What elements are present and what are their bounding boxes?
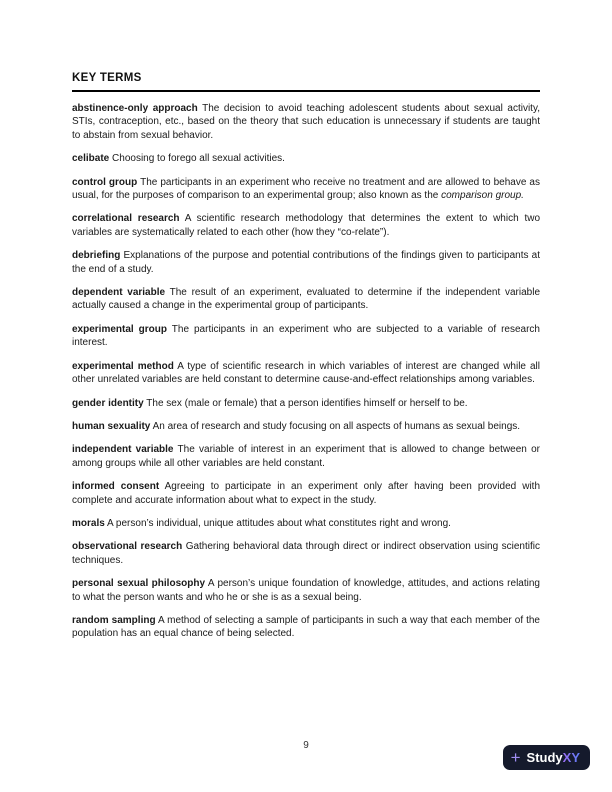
plus-icon: + <box>510 747 521 767</box>
term-name: personal sexual philosophy <box>72 578 206 590</box>
logo-wordmark <box>527 751 580 764</box>
term-entry <box>72 360 540 387</box>
term-name: observational research <box>72 541 183 553</box>
term-entry <box>72 614 540 641</box>
term-name: gender identity <box>72 397 144 409</box>
term-definition-italic: comparison group. <box>441 190 524 202</box>
term-name: debriefing <box>72 250 121 262</box>
term-entry <box>72 480 540 507</box>
term-definition: A type of scientific research in which variables of interest are changed while all other unrelated variables are held constant to determine cause-and-effect relationships among variables. <box>72 360 540 386</box>
term-name: control group <box>72 176 138 188</box>
term-definition: The sex (male or female) that a person identifies himself or herself to be. <box>146 397 468 409</box>
logo-brand-accent: XY <box>562 750 580 765</box>
term-definition: A person’s individual, unique attitudes about what constitutes right and wrong. <box>107 517 451 529</box>
term-definition: The variable of interest in an experiment that is allowed to change between or among groups while all other variables are held constant. <box>72 444 540 469</box>
term-definition: Gathering behavioral data through direct or indirect observation using scientific techniques. <box>72 541 540 566</box>
term-entry <box>72 540 540 567</box>
term-entry <box>72 176 540 203</box>
term-name: correlational research <box>72 213 180 225</box>
term-entry <box>72 212 540 239</box>
term-name: abstinence-only approach <box>72 103 198 114</box>
term-definition: The decision to avoid teaching adolescent students about sexual activity, STIs, contraception, etc., based on the theory that such education is unnecessary if students are taught to abstain from sexual behavior. <box>72 103 540 141</box>
term-entry <box>72 152 540 165</box>
term-name: independent variable <box>72 444 174 456</box>
page-title: KEY TERMS <box>72 72 142 84</box>
term-entry <box>72 102 540 142</box>
term-name: experimental method <box>72 360 174 372</box>
terms-list <box>72 102 540 641</box>
term-definition: A method of selecting a sample of participants in such a way that each member of the population has an equal chance of being selected. <box>72 614 540 640</box>
term-entry <box>72 286 540 313</box>
term-name: human sexuality <box>72 420 151 432</box>
term-name: celibate <box>72 153 110 165</box>
term-definition: Choosing to forego all sexual activities. <box>112 153 285 165</box>
title-divider <box>72 90 540 92</box>
term-definition: The participants in an experiment who receive no treatment and are allowed to behave as usual, for the purposes of comparison to an experimental group; also known as the <box>72 176 540 202</box>
term-name: random sampling <box>72 614 156 626</box>
term-entry <box>72 397 540 410</box>
term-definition: Explanations of the purpose and potential contributions of the findings given to participants at the end of a study. <box>72 250 540 275</box>
term-entry <box>72 443 540 470</box>
term-definition: An area of research and study focusing on all aspects of humans as sexual beings. <box>152 420 521 432</box>
term-definition: A person’s unique foundation of knowledge, attitudes, and actions relating to what the person wants and who he or she is as a sexual being. <box>72 578 540 603</box>
term-entry <box>72 249 540 276</box>
term-definition: The result of an experiment, evaluated to determine if the independent variable actually caused a change in the experimental group of participants. <box>72 287 541 312</box>
term-definition: The participants in an experiment who are subjected to a variable of research interest. <box>72 323 540 349</box>
term-name: morals <box>72 517 105 529</box>
page-content <box>72 72 540 651</box>
term-name: experimental group <box>72 323 167 335</box>
term-definition: A scientific research methodology that determines the extent to which two variables are systematically related to each other (how they “co-relate”). <box>72 213 540 238</box>
term-definition: Agreeing to participate in an experiment only after having been provided with complete and accurate information about what to expect in the study. <box>72 481 541 506</box>
term-name: dependent variable <box>72 287 166 299</box>
studyxy-logo <box>503 745 590 770</box>
page-number: 9 <box>303 740 309 751</box>
term-entry <box>72 577 540 604</box>
term-entry <box>72 323 540 350</box>
logo-brand-primary: Study <box>526 750 563 765</box>
term-entry <box>72 420 540 433</box>
term-name: informed consent <box>72 481 160 493</box>
term-entry <box>72 517 540 530</box>
